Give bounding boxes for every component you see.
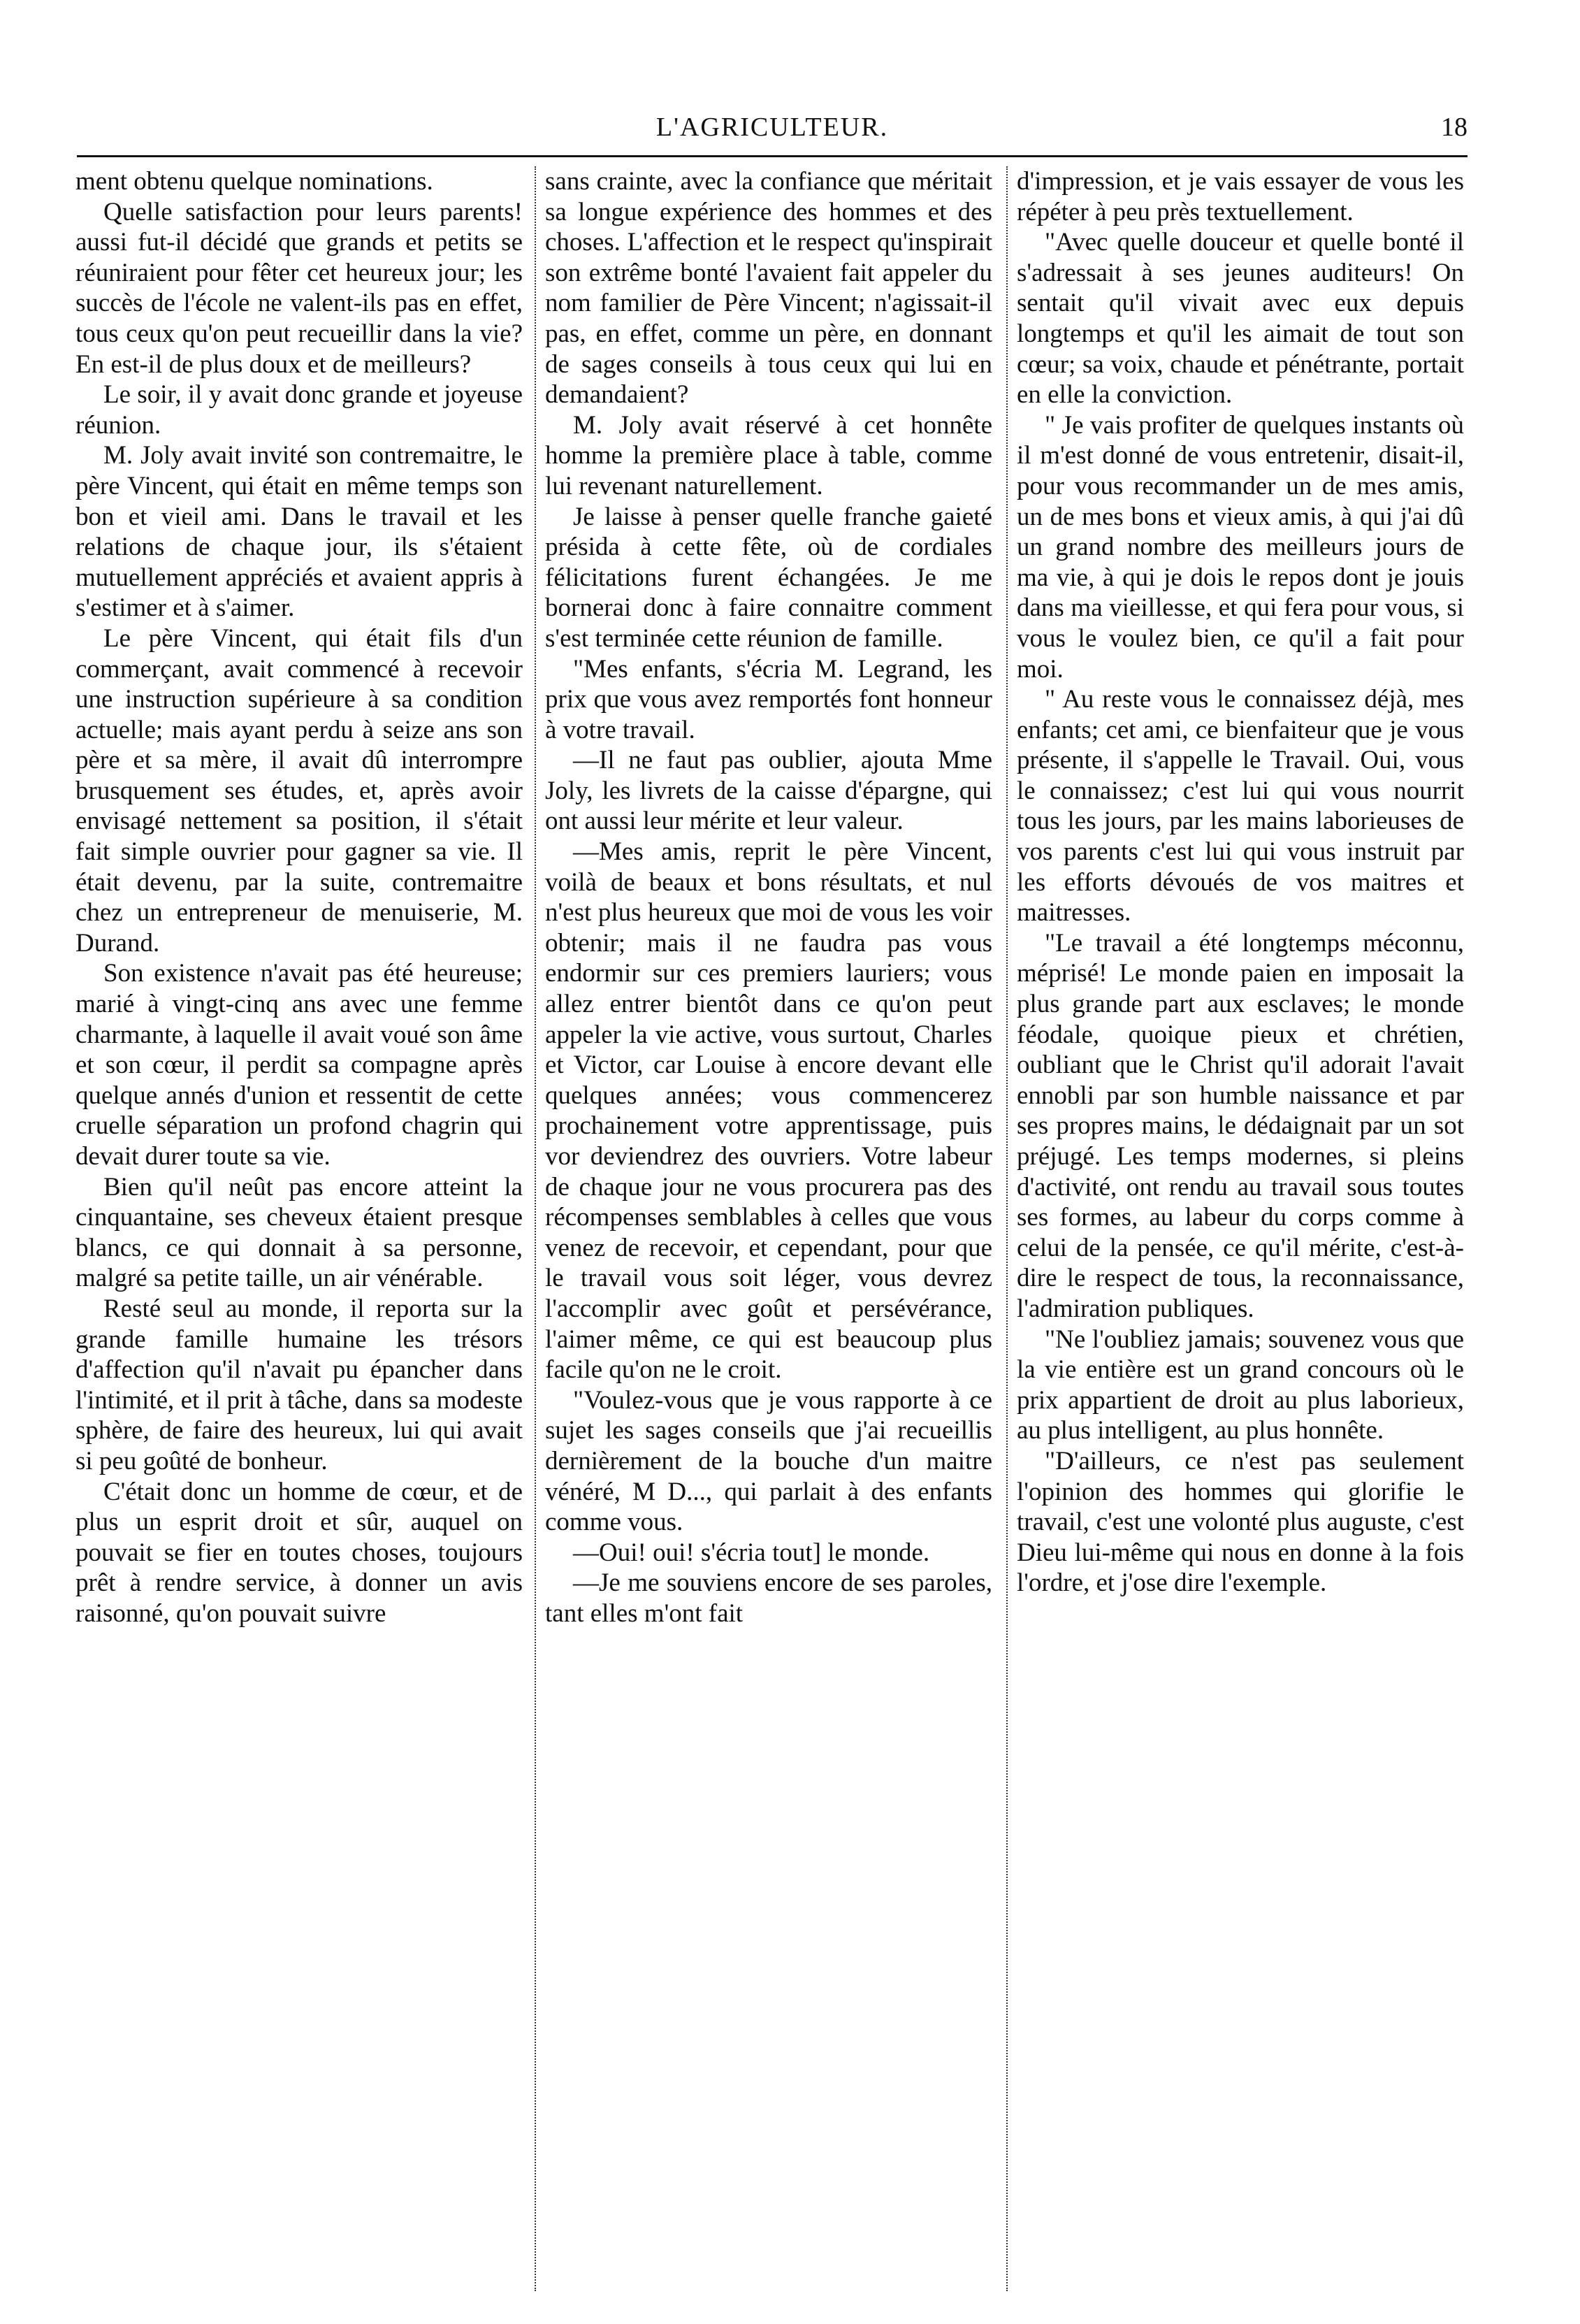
page-header	[77, 112, 1467, 154]
paragraph: —Il ne faut pas oublier, ajouta Mme Joly, les livrets de la caisse d'épargne, qui ont aussi leur mérite et leur valeur.	[545, 746, 992, 836]
paragraph: "D'ailleurs, ce n'est pas seulement l'opinion des hommes qui glorifie le travail, c'est une volonté plus auguste, c'est Dieu lui-même qui nous en donne à la fois l'ordre, et j'ose dire l'exemple.	[1017, 1446, 1464, 1598]
column-divider	[1006, 166, 1008, 2291]
paragraph: "Mes enfants, s'écria M. Legrand, les prix que vous avez remportés font honneur à votre travail.	[545, 654, 992, 744]
paragraph: C'était donc un homme de cœur, et de plus un esprit droit et sûr, auquel on pouvait se fier en toutes choses, toujours prêt à rendre service, à donner un avis raisonné, qu'on pouvait suivre	[75, 1477, 523, 1628]
paragraph: Resté seul au monde, il reporta sur la grande famille humaine les trésors d'affection qu'il n'avait pu épancher dans l'intimité, et il prit à tâche, dans sa modeste sphère, de faire des heureux, lui qui avait si peu goûté de bonheur.	[75, 1294, 523, 1475]
paragraph: Quelle satisfaction pour leurs parents! aussi fut-il décidé que grands et petits se réuniraient pour fêter cet heureux jour; les succès de l'école ne valent-ils pas en effet, tous ceux qu'on peut recueillir dans la vie? En est-il de plus doux et de meilleurs?	[75, 197, 523, 379]
paragraph: Son existence n'avait pas été heureuse; marié à vingt-cinq ans avec une femme charmante, à laquelle il avait voué son âme et son cœur, il perdit sa compagne après quelque annés d'union et ressentit de cette cruelle séparation un profond chagrin qui devait durer toute sa vie.	[75, 959, 523, 1171]
paragraph: " Au reste vous le connaissez déjà, mes enfants; cet ami, ce bienfaiteur que je vous présente, il s'appelle le Travail. Oui, vous le connaissez; c'est lui qui vous nourrit tous les jours, par les mains laborieuses de vos parents c'est lui qui vous instruit par les efforts dévoués de vos maitres et maitresses.	[1017, 685, 1464, 928]
paragraph: "Le travail a été longtemps méconnu, méprisé! Le monde paien en imposait la plus grande part aux esclaves; le monde féodale, quoique pieux et chrétien, oubliant que le Christ qu'il adorait l'avait ennobli par son humble naissance et par ses propres mains, le dédaignait par un sot préjugé. Les temps modernes, si pleins d'activité, ont rendu au travail sous toutes ses formes, au labeur du corps comme à celui de la pensée, ce qu'il mérite, c'est-à-dire le respect de tous, la reconnaissance, l'admiration publiques.	[1017, 928, 1464, 1323]
paragraph: "Avec quelle douceur et quelle bonté il s'adressait à ses jeunes auditeurs! On sentait qu'il vivait avec eux depuis longtemps et qu'il les aimait de tout son cœur; sa voix, chaude et pénétrante, portait en elle la conviction.	[1017, 228, 1464, 410]
running-title: L'AGRICULTEUR.	[655, 113, 889, 142]
paragraph: Le soir, il y avait donc grande et joyeuse réunion.	[75, 380, 523, 440]
paragraph: "Ne l'oubliez jamais; souvenez vous que la vie entière est un grand concours où le prix appartient de droit au plus laborieux, au plus intelligent, au plus honnête.	[1017, 1325, 1464, 1445]
paragraph: " Je vais profiter de quelques instants où il m'est donné de vous entretenir, disait-il, pour vous recommander un de mes amis, un de mes bons et vieux amis, à qui j'ai dû un grand nombre des meilleurs jours de ma vie, à qui je dois le repos dont je jouis dans ma vieillesse, et qui fera pour vous, si vous le voulez bien, ce qu'il a fait pour moi.	[1017, 410, 1464, 684]
header-rule	[77, 155, 1467, 157]
paragraph: M. Joly avait réservé à cet honnête homme la première place à table, comme lui revenant naturellement.	[545, 410, 992, 500]
paragraph: sans crainte, avec la confiance que méritait sa longue expérience des hommes et des choses. L'affection et le respect qu'inspirait son extrême bonté l'avaient fait appeler du nom familier de Père Vincent; n'agissait-il pas, en effet, comme un père, en donnant de sages conseils à tous ceux qui lui en demandaient?	[545, 167, 992, 410]
paragraph: ment obtenu quelque nominations.	[75, 167, 433, 196]
text-column-2	[545, 166, 992, 2291]
page-number: 18	[1441, 113, 1467, 142]
paragraph: Bien qu'il neût pas encore atteint la cinquantaine, ses cheveux étaient presque blancs, ce qui donnait à sa personne, malgré sa petite taille, un air vénérable.	[75, 1172, 523, 1293]
paragraph: M. Joly avait invité son contremaitre, le père Vincent, qui était en même temps son bon et vieil ami. Dans le travail et les relations de chaque jour, ils s'étaient mutuellement appréciés et avaient appris à s'estimer et à s'aimer.	[75, 441, 523, 623]
paragraph: "Voulez-vous que je vous rapporte à ce sujet les sages conseils que j'ai recueillis dernièrement de la bouche d'un maitre vénéré, M D..., qui parlait à des enfants comme vous.	[545, 1385, 992, 1537]
paragraph: d'impression, et je vais essayer de vous les répéter à peu près textuellement.	[1017, 167, 1464, 226]
text-column-3	[1017, 166, 1464, 2291]
paragraph: —Je me souviens encore de ses paroles, tant elles m'ont fait	[545, 1568, 992, 1628]
paragraph: —Oui! oui! s'écria tout] le monde.	[573, 1538, 930, 1567]
text-column-1	[75, 166, 523, 2291]
paragraph: Le père Vincent, qui était fils d'un commerçant, avait commencé à recevoir une instruction supérieure à sa condition actuelle; mais ayant perdu à seize ans son père et sa mère, il avait dû interrompre brusquement ses études, et, après avoir envisagé nettement sa position, il s'était fait simple ouvrier pour gagner sa vie. Il était devenu, par la suite, contremaitre chez un entrepreneur de menuiserie, M. Durand.	[75, 623, 523, 958]
column-divider	[535, 166, 536, 2291]
paragraph: Je laisse à penser quelle franche gaieté présida à cette fête, où de cordiales félicitations furent échangées. Je me bornerai donc à faire connaitre comment s'est terminée cette réunion de famille.	[545, 502, 992, 653]
paragraph: —Mes amis, reprit le père Vincent, voilà de beaux et bons résultats, et nul n'est plus heureux que moi de vous les voir obtenir; mais il ne faudra pas vous endormir sur ces premiers lauriers; vous allez entrer bientôt dans ce qu'on peut appeler la vie active, vous surtout, Charles et Victor, car Louise à encore devant elle quelques années; vous commencerez prochainement votre apprentissage, puis vor deviendrez des ouvriers. Votre labeur de chaque jour ne vous procurera pas des récompenses semblables à celles que vous venez de recevoir, et cependant, pour que le travail vous soit léger, vous devrez l'accomplir avec goût et persévérance, l'aimer même, ce qui est beaucoup plus facile qu'on ne le croit.	[545, 837, 992, 1385]
